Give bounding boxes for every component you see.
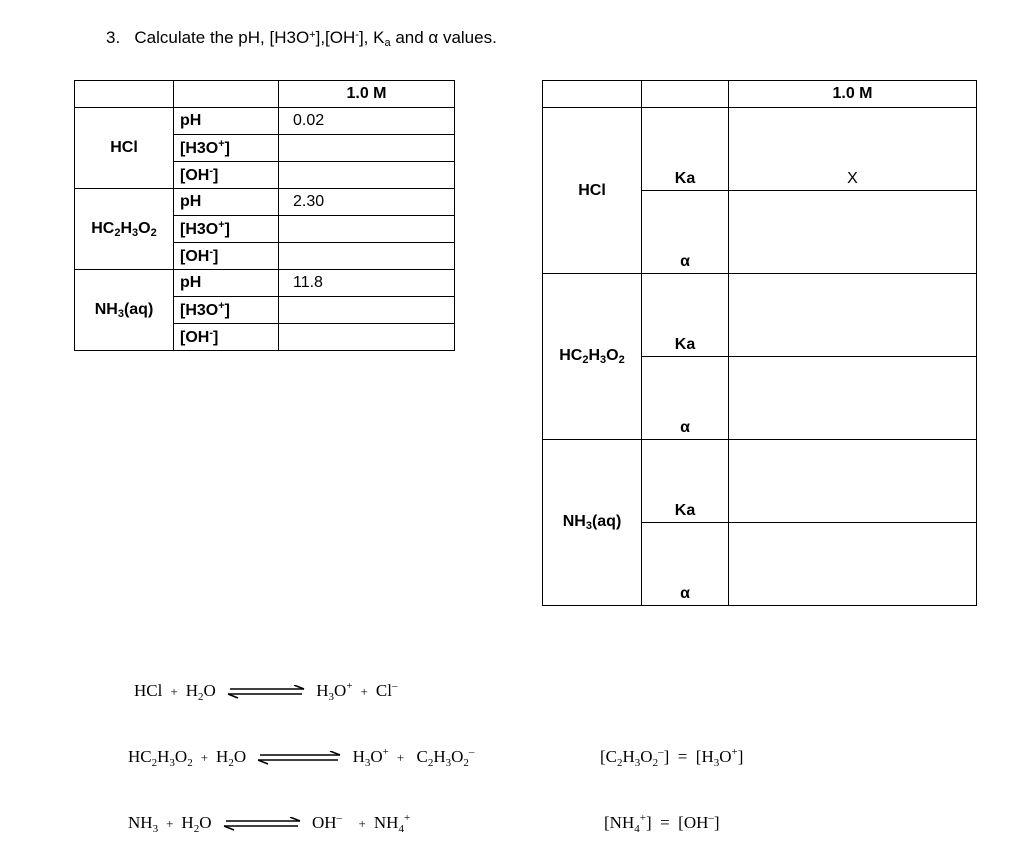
prop-oh: [OH-] — [174, 243, 279, 270]
equation-ammonia: $NH_3 + H_2O$ $OH^- + NH_4^+$ — [128, 812, 411, 835]
value-cell[interactable] — [279, 162, 455, 189]
ka-alpha-table — [542, 80, 977, 606]
equilibrium-arrow-icon — [226, 685, 306, 699]
table-row — [543, 274, 977, 357]
relation-ammonium: $[NH_4^+] = [OH^-]$ — [604, 812, 720, 835]
relation-acetate: $[C_2H_3O_2^-] = [H_3O^+]$ — [600, 746, 744, 769]
species-ammonia: $NH_3(aq)$ — [543, 440, 642, 606]
prop-oh: [OH-] — [174, 324, 279, 351]
question-text-1: Calculate the pH, [H3O — [134, 28, 310, 47]
ka-table-header: 1.0 M — [729, 81, 977, 108]
table-row — [543, 440, 977, 523]
value-cell[interactable] — [729, 274, 977, 357]
equation-hcl: HCl + $H_2O$ $H_3O^+ + Cl^-$ — [134, 680, 398, 703]
ph-table — [74, 80, 455, 351]
equilibrium-arrow-icon — [222, 817, 302, 831]
ph-table-header: 1.0 M — [279, 81, 455, 108]
equilibrium-arrow-icon — [256, 751, 342, 765]
question-number: 3. — [106, 28, 121, 47]
ka-label: Ka — [642, 440, 729, 523]
alpha-label: α — [642, 191, 729, 274]
ph-table-corner-2 — [174, 81, 279, 108]
question-text-3: ], K — [358, 28, 385, 47]
value-cell[interactable] — [729, 440, 977, 523]
value-cell[interactable] — [279, 324, 455, 351]
value-cell[interactable] — [729, 191, 977, 274]
alpha-label: α — [642, 357, 729, 440]
value-cell[interactable]: 2.30 — [279, 189, 455, 216]
table-row — [75, 108, 455, 135]
prop-ph: pH — [174, 270, 279, 297]
prop-ph: pH — [174, 189, 279, 216]
value-cell[interactable] — [729, 523, 977, 606]
value-cell[interactable] — [279, 297, 455, 324]
value-cell[interactable] — [279, 135, 455, 162]
table-row — [75, 270, 455, 297]
species-acetic-acid: $HC_2H_3O_2$ — [75, 189, 174, 270]
species-hcl: HCl — [75, 108, 174, 189]
ka-label: Ka — [642, 274, 729, 357]
ka-table-corner-1 — [543, 81, 642, 108]
question-sup-plus: + — [309, 29, 316, 41]
prop-h3o: [H3O+] — [174, 297, 279, 324]
value-cell[interactable] — [729, 357, 977, 440]
species-acetic-acid: $HC_2H_3O_2$ — [543, 274, 642, 440]
ka-label: Ka — [642, 108, 729, 191]
species-hcl: HCl — [543, 108, 642, 274]
prop-h3o: [H3O+] — [174, 135, 279, 162]
question-sub-a: a — [384, 37, 391, 49]
value-cell[interactable]: 0.02 — [279, 108, 455, 135]
value-cell[interactable]: X — [729, 108, 977, 191]
ka-table-header-row — [543, 81, 977, 108]
species-ammonia: $NH_3(aq)$ — [75, 270, 174, 351]
question-sup-minus: - — [355, 29, 359, 41]
ph-table-corner-1 — [75, 81, 174, 108]
question-text-2: ],[OH — [315, 28, 356, 47]
question-prompt — [106, 28, 497, 49]
question-text-4: and α values. — [390, 28, 497, 47]
prop-h3o: [H3O+] — [174, 216, 279, 243]
value-cell[interactable] — [279, 243, 455, 270]
table-row — [75, 189, 455, 216]
prop-oh: [OH-] — [174, 162, 279, 189]
value-cell[interactable] — [279, 216, 455, 243]
ka-table-corner-2 — [642, 81, 729, 108]
alpha-label: α — [642, 523, 729, 606]
value-cell[interactable]: 11.8 — [279, 270, 455, 297]
prop-ph: pH — [174, 108, 279, 135]
ph-table-header-row — [75, 81, 455, 108]
table-row — [543, 108, 977, 191]
equation-acetic-acid: $HC_2H_3O_2 + H_2O$ $H_3O^+ + C_2H_3O_2^-$ — [128, 746, 475, 769]
